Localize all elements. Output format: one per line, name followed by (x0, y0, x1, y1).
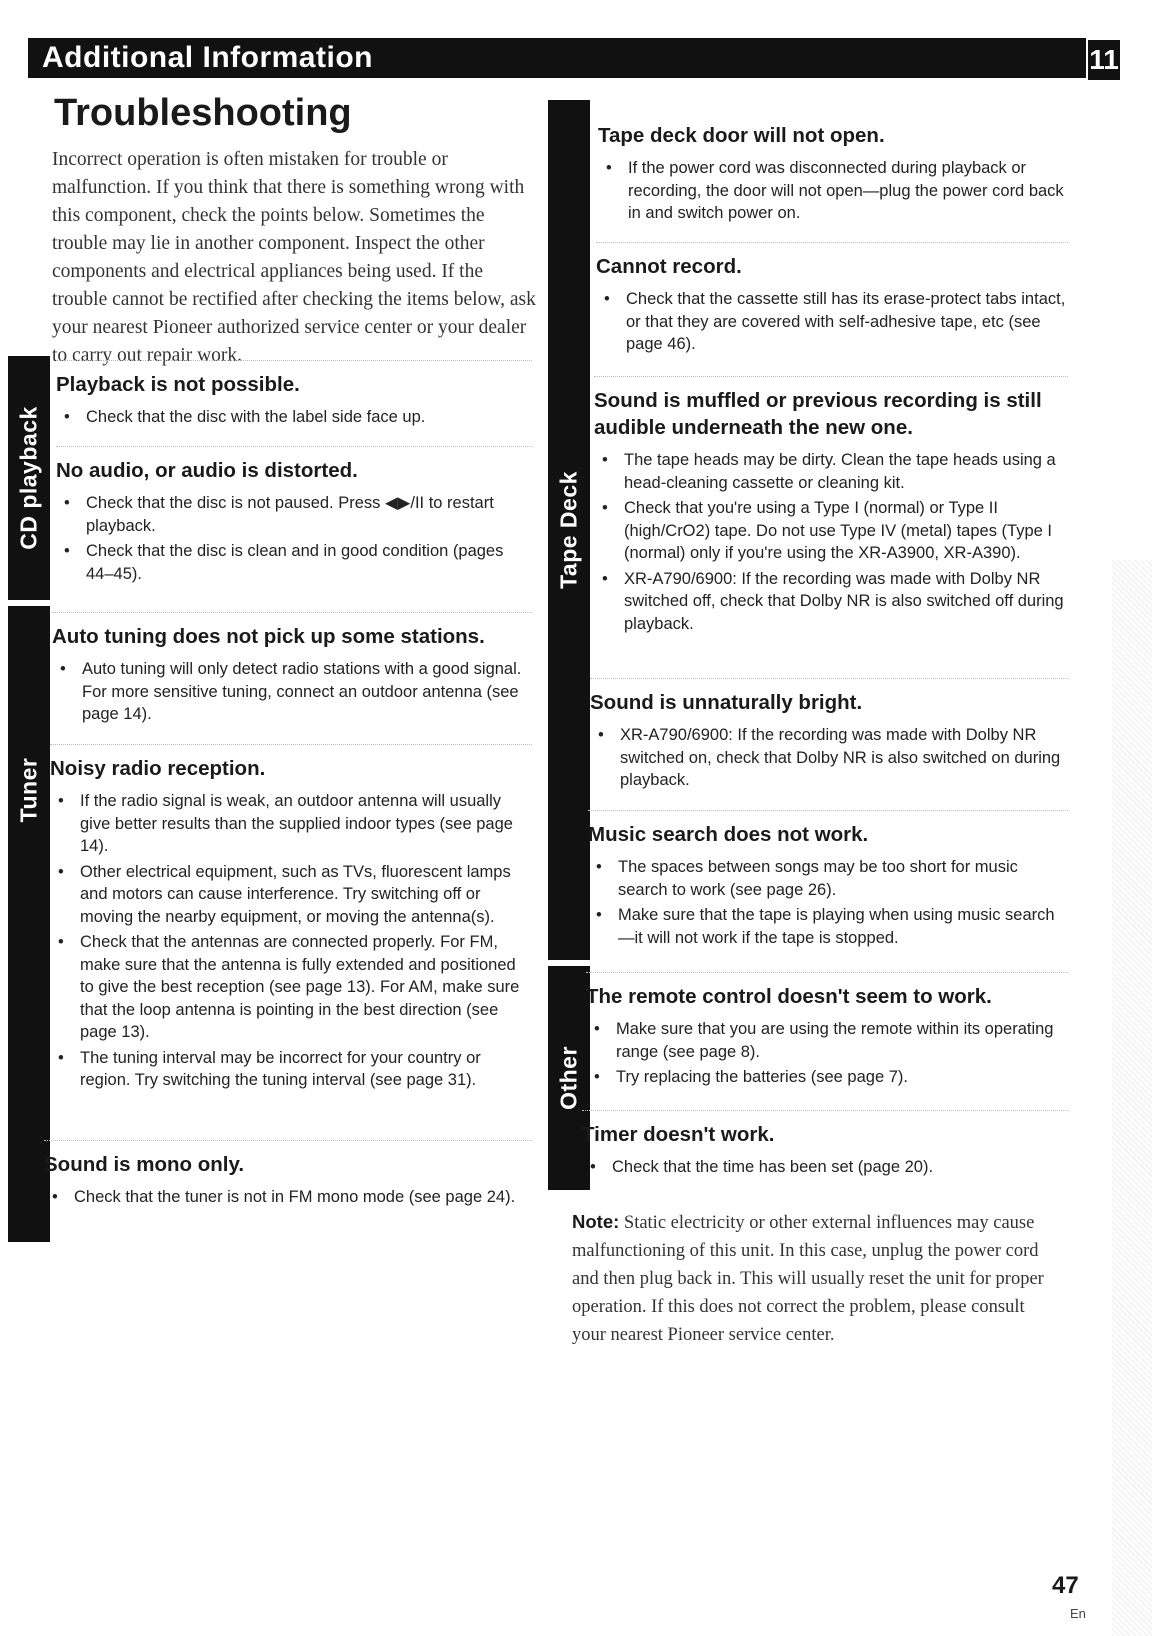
list-item-text: If the radio signal is weak, an outdoor antenna will usually give better results than the supplied indoor types (see page 14). (80, 792, 513, 855)
section-title: Music search does not work. (588, 823, 869, 846)
list-item-text: Try replacing the batteries (see page 7). (616, 1068, 908, 1086)
section-list (56, 406, 532, 429)
list-item (594, 568, 1068, 636)
section-list (588, 856, 1068, 949)
list-item-text: Check that the disc is clean and in good condition (pages 44–45). (86, 542, 504, 583)
list-item-text: The tuning interval may be incorrect for your country or region. Try switching the tuning interval (see page 31). (80, 1048, 481, 1089)
section-remote-control (586, 972, 1068, 1092)
list-item (50, 1047, 532, 1092)
section-list (596, 288, 1068, 356)
list-item (50, 790, 532, 858)
bullet: • (58, 792, 64, 810)
header-title: Additional Information (42, 41, 373, 74)
section-list (44, 1186, 532, 1209)
bullet: • (602, 569, 608, 588)
section-list (52, 658, 532, 726)
list-item-text: Other electrical equipment, such as TVs, fluorescent lamps and motors can cause interference. Try switching off or moving the nearby equipment, or moving the antenna(s). (80, 862, 511, 926)
list-item-text: Make sure that the tape is playing when using music search—it will not work if the tape is stopped. (618, 906, 1055, 947)
section-music-search (588, 810, 1068, 952)
section-title: Sound is mono only. (44, 1153, 245, 1176)
intro-paragraph: Incorrect operation is often mistaken for trouble or malfunction. If you think that there is something wrong with this component, check the points below. Sometimes the trouble may lie in another component. Inspect the other components and electrical appliances being used. If the trouble cannot be rectified after checking the items below, ask your nearest Pioneer authorized service center or your dealer to carry out repair work. (52, 149, 536, 366)
list-item (50, 931, 532, 1044)
tab-cd-playback-label: CD playback (15, 406, 42, 550)
bullet: • (64, 494, 70, 512)
tab-tuner-label: Tuner (15, 758, 42, 823)
section-list (586, 1018, 1068, 1089)
list-item (586, 1066, 1068, 1089)
list-item-text: Check that you're using a Type I (normal) or Type II (high/CrO2) tape. Do not use Type IV (metal) tapes (Type I (normal) only if you're using the XR-A3900, XR-A390). (624, 499, 1052, 562)
list-item (44, 1186, 532, 1209)
list-item-text: XR-A790/6900: If the recording was made with Dolby NR switched on, check that Dolby NR is also switched on during playback. (620, 726, 1061, 789)
section-title: Tape deck door will not open. (598, 124, 885, 147)
bullet: • (52, 1188, 58, 1206)
tab-cd-playback (8, 356, 50, 600)
note-text: Static electricity or other external influences may cause malfunctioning of this unit. In this case, unplug the power cord and then plug back in. This will usually reset the unit for proper operation. If this does not correct the problem, please consult your nearest Pioneer service center. (572, 1213, 1044, 1345)
note-label: Note: (572, 1211, 620, 1232)
list-item-text: The tape heads may be dirty. Clean the tape heads using a head-cleaning cassette or cleaning kit. (624, 451, 1056, 492)
list-item-text: Check that the antennas are connected properly. For FM, make sure that the antenna is fully extended and positioned to give the best reception (see page 13). For AM, make sure that the loop antenna is pointing in the best direction (see page 13). (80, 933, 520, 1041)
bullet: • (604, 290, 610, 308)
list-item (594, 497, 1068, 565)
section-timer (582, 1110, 1068, 1182)
section-title: Auto tuning does not pick up some stations. (52, 625, 485, 648)
tab-tape-deck-label: Tape Deck (555, 471, 582, 589)
list-item (586, 1018, 1068, 1063)
list-item-text: Check that the cassette still has its erase-protect tabs intact, or that they are covered with self-adhesive tape, etc (see page 46). (626, 290, 1066, 353)
list-item-text: Check that the disc with the label side face up. (86, 408, 426, 426)
bullet: • (58, 1048, 64, 1067)
page-number: 47 (1052, 1572, 1079, 1599)
section-title: Cannot record. (596, 255, 742, 278)
bullet: • (598, 726, 604, 744)
bullet: • (594, 1020, 600, 1038)
section-title: Timer doesn't work. (582, 1123, 775, 1146)
section-sound-muffled (594, 376, 1068, 638)
bullet: • (590, 1158, 596, 1176)
list-item-text: Check that the tuner is not in FM mono mode (see page 24). (74, 1188, 516, 1206)
language-code: En (1070, 1606, 1086, 1621)
bullet: • (58, 933, 64, 951)
section-title: Playback is not possible. (56, 373, 300, 396)
bullet: • (60, 660, 66, 678)
section-title: No audio, or audio is distorted. (56, 459, 358, 482)
list-item (50, 861, 532, 929)
list-item-text: Auto tuning will only detect radio stations with a good signal. For more sensitive tuning, connect an outdoor antenna (see page 14). (82, 660, 522, 723)
section-playback-not-possible (56, 360, 532, 432)
list-item (56, 540, 532, 585)
list-item (590, 724, 1068, 792)
bullet: • (606, 159, 612, 177)
chapter-number: 11 (1089, 44, 1119, 75)
tab-other-label: Other (555, 1046, 582, 1110)
bullet: • (602, 499, 608, 517)
list-item (588, 904, 1068, 949)
section-noisy-radio (50, 744, 532, 1095)
chapter-badge (1086, 38, 1122, 82)
section-tape-door (598, 112, 1068, 228)
section-list (590, 724, 1068, 792)
list-item (594, 449, 1068, 494)
section-title: Noisy radio reception. (50, 757, 266, 780)
bullet: • (64, 542, 70, 560)
page-edge-texture (1112, 560, 1152, 1636)
section-list (594, 449, 1068, 635)
list-item-text: Check that the disc is not paused. Press ◀▶/II to restart playback. (86, 494, 494, 535)
bullet: • (602, 451, 608, 469)
page-title: Troubleshooting (54, 92, 352, 134)
section-no-audio (56, 446, 532, 588)
bullet: • (594, 1068, 600, 1086)
list-item (56, 406, 532, 429)
list-item (52, 658, 532, 726)
list-item (56, 492, 532, 537)
list-item-text: Make sure that you are using the remote within its operating range (see page 8). (616, 1020, 1054, 1061)
list-item-text: If the power cord was disconnected during playback or recording, the door will not open—plug the power cord back in and switch power on. (628, 159, 1064, 222)
section-title: Sound is unnaturally bright. (590, 691, 863, 714)
list-item (582, 1156, 1068, 1179)
section-cannot-record (596, 242, 1068, 359)
section-auto-tuning (52, 612, 532, 729)
section-list (582, 1156, 1068, 1179)
bullet: • (64, 408, 70, 426)
section-title: Sound is muffled or previous recording is still audible underneath the new one. (594, 389, 1042, 439)
bullet: • (58, 862, 64, 881)
list-item-text: XR-A790/6900: If the recording was made with Dolby NR switched off, check that Dolby NR is also switched off during playback. (624, 569, 1064, 633)
bullet: • (596, 906, 602, 924)
list-item-text: Check that the time has been set (page 20). (612, 1158, 934, 1176)
bullet: • (596, 858, 602, 876)
list-item (596, 288, 1068, 356)
section-mono-only (44, 1140, 532, 1212)
section-list (50, 790, 532, 1092)
note-paragraph (572, 1208, 1050, 1349)
section-list (598, 157, 1068, 225)
tab-tape-deck (548, 100, 590, 960)
list-item (588, 856, 1068, 901)
header-bar (28, 38, 1086, 78)
section-list (56, 492, 532, 585)
section-title: The remote control doesn't seem to work. (586, 985, 992, 1008)
section-unnaturally-bright (590, 678, 1068, 795)
list-item (598, 157, 1068, 225)
list-item-text: The spaces between songs may be too short for music search to work (see page 26). (618, 858, 1018, 899)
